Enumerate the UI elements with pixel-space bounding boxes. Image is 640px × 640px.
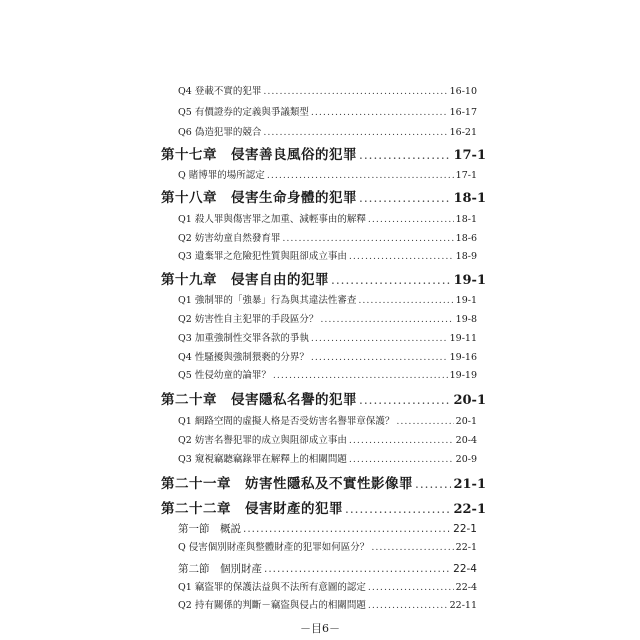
toc-entry — [178, 292, 477, 306]
toc-entry-page: 19-11 — [449, 333, 477, 344]
toc-entry-page: 17-1 — [455, 170, 477, 181]
leader-dots — [311, 333, 448, 344]
toc-entry — [178, 597, 477, 611]
toc-entry — [178, 579, 477, 593]
toc-entry-page: 18-9 — [455, 251, 477, 262]
leader-dots — [359, 393, 451, 407]
leader-dots — [311, 352, 448, 363]
toc-entry-page: 19-16 — [449, 352, 477, 363]
toc-entry-page: 20-9 — [455, 454, 477, 465]
leader-dots — [320, 314, 453, 325]
toc-chapter-label: 第十七章 侵害善良風俗的犯罪 — [161, 147, 357, 163]
leader-dots — [264, 563, 451, 575]
toc-entry — [178, 230, 477, 244]
toc-entry — [178, 83, 477, 97]
toc-entry-page: 22-1 — [455, 542, 477, 553]
toc-entry-label: Q2 妨害幼童自然發育罪 — [178, 233, 281, 244]
toc-entry-page: 18-1 — [455, 214, 477, 225]
toc-chapter-label: 第二十一章 妨害性隱私及不實性影像罪 — [161, 476, 413, 492]
toc-entry-label: Q1 網路空間的虛擬人格是否受妨害名譽罪章保護？ — [178, 416, 395, 427]
toc-entry-page: 18-6 — [455, 233, 477, 244]
leader-dots — [243, 523, 451, 535]
toc-entry-label: Q 賭博罪的場所認定 — [178, 170, 265, 181]
leader-dots — [359, 148, 451, 162]
leader-dots — [358, 295, 453, 306]
toc-entry — [178, 248, 477, 262]
toc-chapter — [161, 388, 486, 408]
toc-chapter-label: 第二十二章 侵害財產的犯罪 — [161, 501, 343, 517]
toc-entry-label: Q3 窺視竊聽竊錄罪在解釋上的相關問題 — [178, 454, 347, 465]
toc-chapter-label: 第二十章 侵害隱私名譽的犯罪 — [161, 392, 357, 408]
toc-chapter — [161, 268, 486, 288]
toc-entry — [178, 211, 477, 225]
leader-dots — [263, 127, 447, 138]
toc-chapter — [161, 143, 486, 163]
toc-entry — [178, 167, 477, 181]
toc-entry-page: 16-10 — [449, 86, 477, 97]
toc-entry-page: 20-1 — [455, 416, 477, 427]
leader-dots — [263, 86, 447, 97]
toc-entry-label: Q2 持有關係的判斷－竊盜與侵占的相關問題 — [178, 600, 366, 611]
toc-chapter — [161, 472, 486, 492]
toc-entry — [178, 367, 477, 381]
toc-entry-label: Q2 妨害性自主犯罪的手段區分？ — [178, 314, 319, 325]
toc-entry-label: Q1 殺人罪與傷害罪之加重、減輕事由的解釋 — [178, 214, 366, 225]
toc-entry — [178, 413, 477, 427]
toc-chapter-page: 21-1 — [453, 477, 486, 492]
toc-entry — [178, 432, 477, 446]
toc-chapter — [161, 497, 486, 517]
toc-section-page: 22-4 — [453, 563, 477, 575]
toc-entry — [178, 330, 477, 344]
toc-section-page: 22-1 — [453, 523, 477, 535]
leader-dots — [345, 502, 451, 516]
toc-entry-page: 19-8 — [455, 314, 477, 325]
leader-dots — [396, 416, 453, 427]
toc-entry-page: 22-4 — [455, 582, 477, 593]
toc-chapter-label: 第十九章 侵害自由的犯罪 — [161, 272, 329, 288]
toc-entry-page: 16-21 — [449, 127, 477, 138]
toc-entry-label: Q1 竊盜罪的保護法益與不法所有意圖的認定 — [178, 582, 366, 593]
toc-chapter — [161, 186, 486, 206]
leader-dots — [371, 542, 453, 553]
toc-section — [178, 521, 477, 537]
toc-entry-label: Q2 妨害名譽犯罪的成立與阻卻成立事由 — [178, 435, 347, 446]
page-footer-number: －目6－ — [300, 622, 340, 635]
toc-entry — [178, 104, 477, 118]
toc-chapter-page: 20-1 — [453, 393, 486, 408]
leader-dots — [359, 191, 451, 205]
toc-entry-label: Q1 強制罪的「強暴」行為與其違法性審查 — [178, 295, 357, 306]
toc-chapter-page: 19-1 — [453, 273, 486, 288]
toc-chapter-page: 17-1 — [453, 148, 486, 163]
toc-entry — [178, 539, 477, 553]
toc-entry — [178, 349, 477, 363]
leader-dots — [349, 435, 454, 446]
toc-section-label: 第二節 個別財產 — [178, 563, 262, 575]
toc-entry-label: Q4 登載不實的犯罪 — [178, 86, 262, 97]
toc-chapter-page: 22-1 — [453, 502, 486, 517]
toc-entry-label: Q 侵害個別財產與整體財產的犯罪如何區分？ — [178, 542, 370, 553]
toc-section-label: 第一節 概説 — [178, 523, 241, 535]
toc-entry — [178, 311, 477, 325]
toc-entry-label: Q3 遺棄罪之危險犯性質與阻卻成立事由 — [178, 251, 347, 262]
toc-entry-page: 16-17 — [449, 107, 477, 118]
toc-entry-label: Q6 偽造犯罪的競合 — [178, 127, 262, 138]
toc-section — [178, 561, 477, 577]
leader-dots — [311, 107, 448, 118]
toc-chapter-label: 第十八章 侵害生命身體的犯罪 — [161, 190, 357, 206]
toc-entry-page: 19-1 — [455, 295, 477, 306]
leader-dots — [273, 370, 448, 381]
toc-entry-label: Q4 性騷擾與強制猥褻的分界？ — [178, 352, 309, 363]
leader-dots — [349, 251, 454, 262]
toc-entry-label: Q5 性侵幼童的論罪？ — [178, 370, 271, 381]
leader-dots — [267, 170, 454, 181]
toc-entry-label: Q3 加重強制性交罪各款的爭執 — [178, 333, 309, 344]
toc-entry-page: 20-4 — [455, 435, 477, 446]
leader-dots — [331, 273, 451, 287]
leader-dots — [415, 477, 451, 491]
leader-dots — [282, 233, 453, 244]
leader-dots — [368, 582, 454, 593]
toc-chapter-page: 18-1 — [453, 191, 486, 206]
leader-dots — [368, 214, 454, 225]
toc-entry-page: 22-11 — [449, 600, 477, 611]
leader-dots — [368, 600, 448, 611]
leader-dots — [349, 454, 454, 465]
toc-entry-label: Q5 有價證券的定義與爭議類型 — [178, 107, 309, 118]
toc-entry — [178, 124, 477, 138]
toc-entry — [178, 451, 477, 465]
toc-entry-page: 19-19 — [449, 370, 477, 381]
